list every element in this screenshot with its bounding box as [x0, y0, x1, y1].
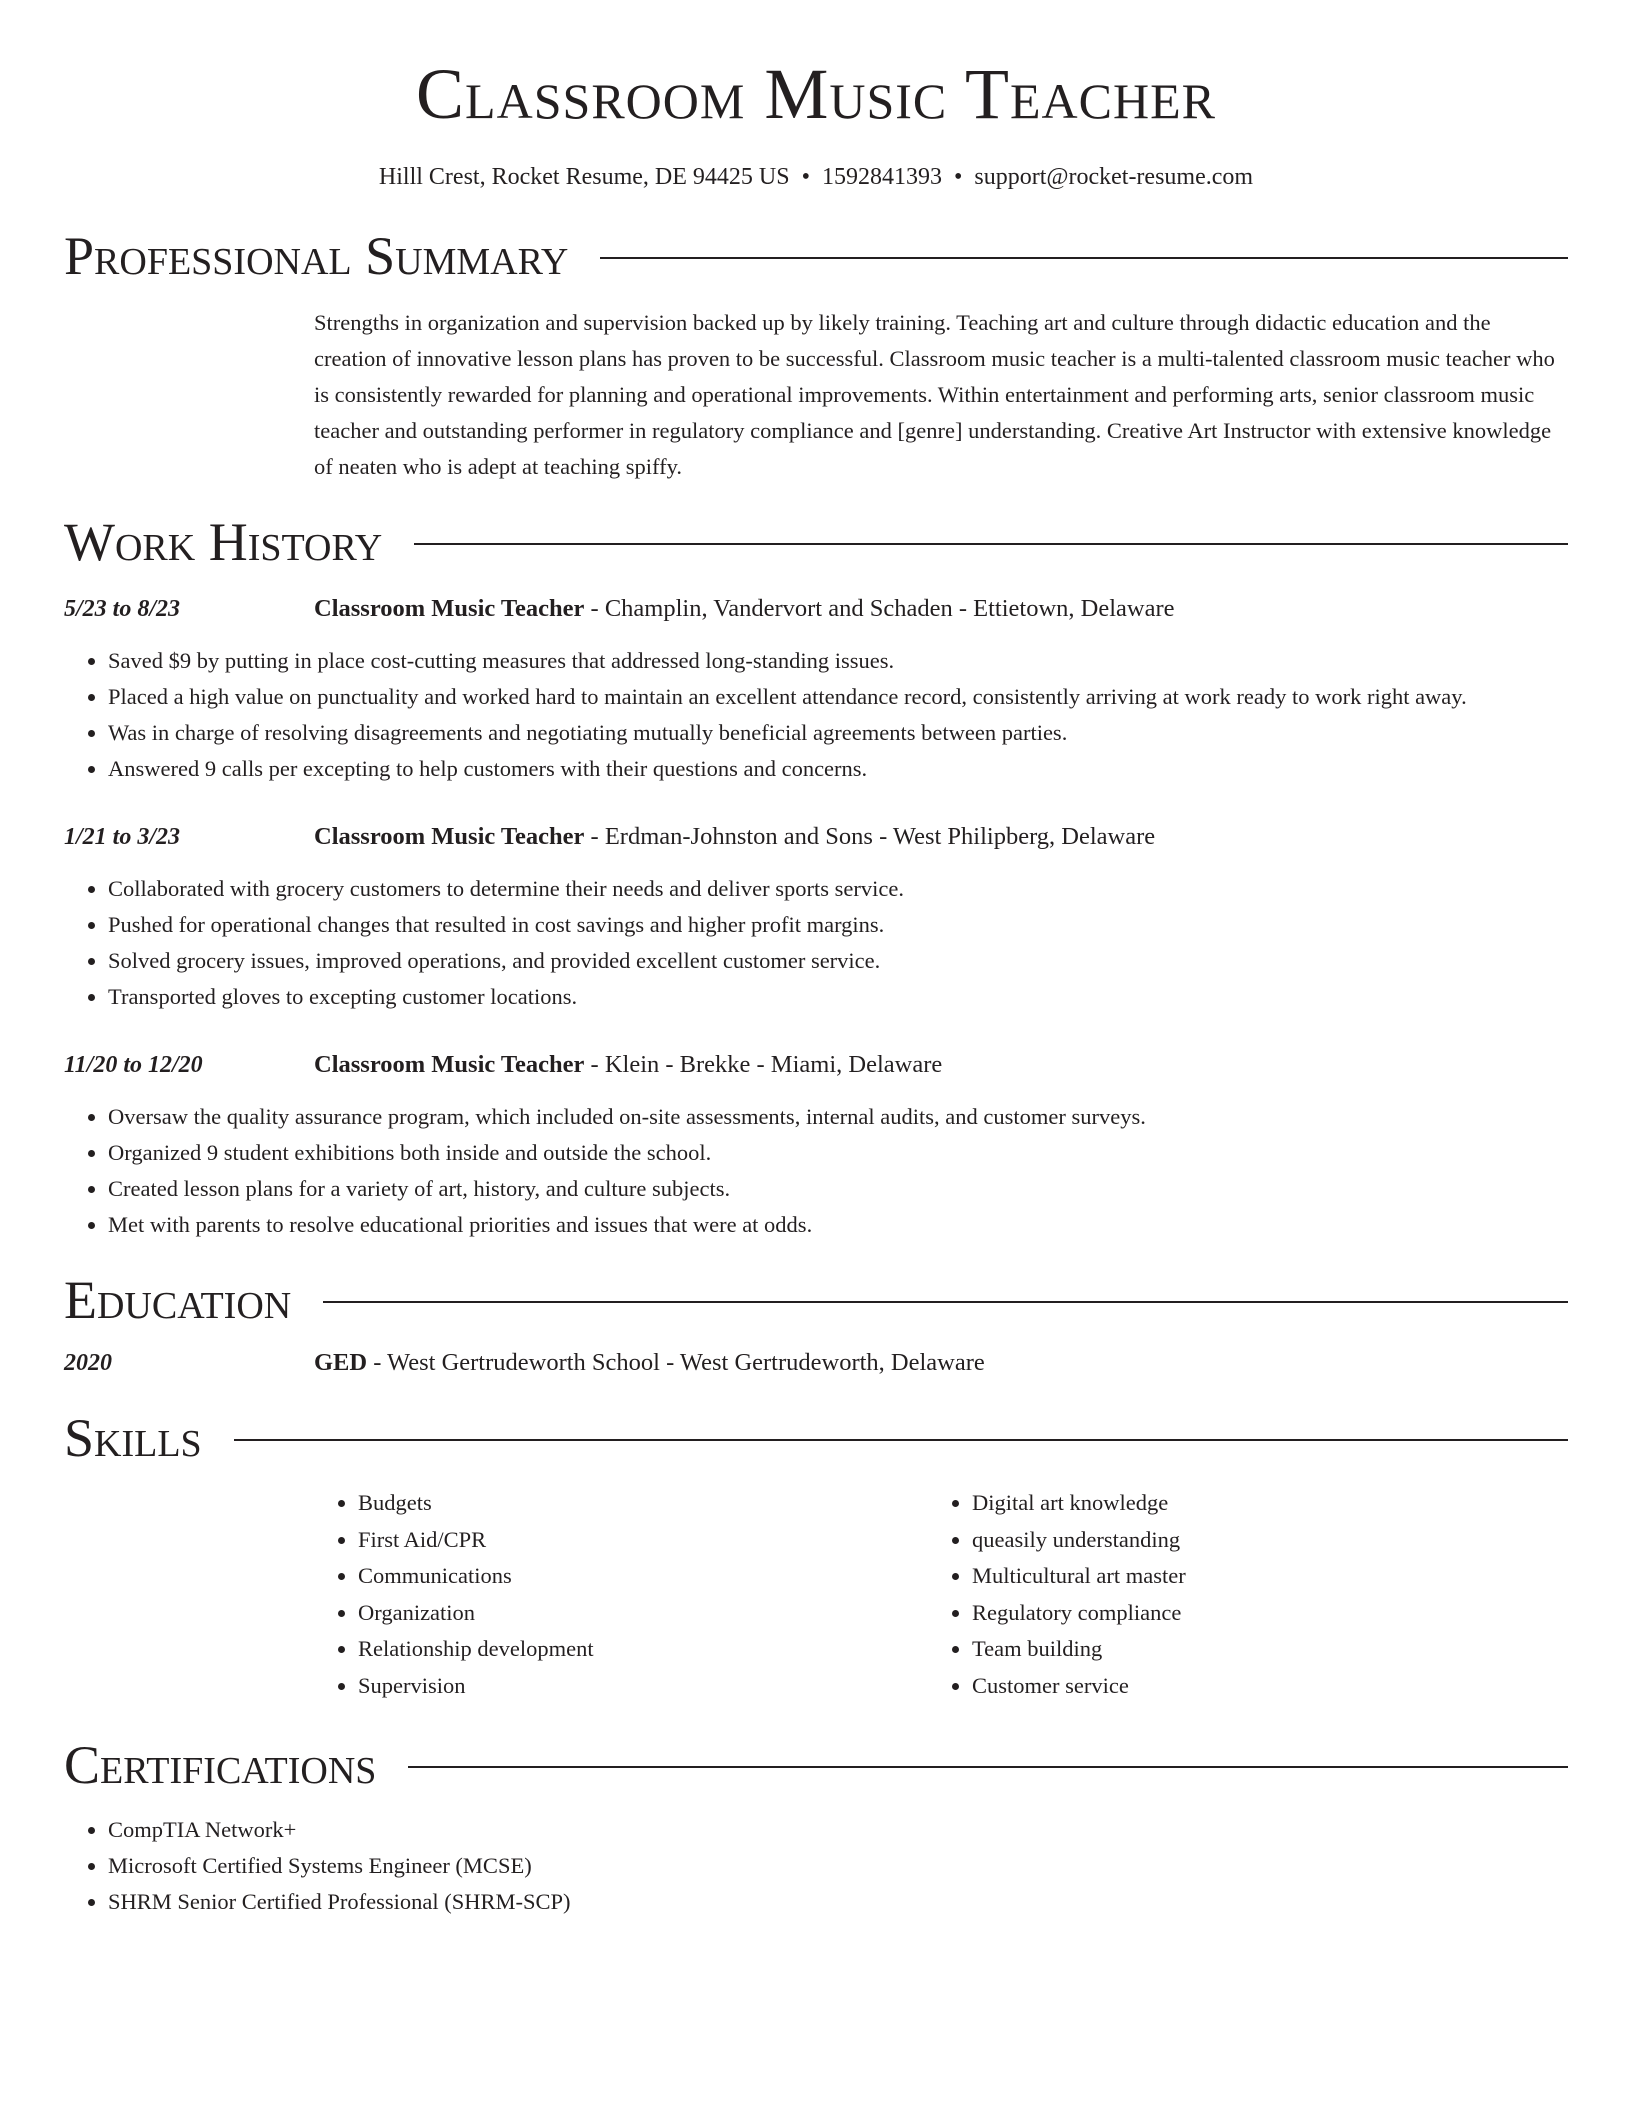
job-title: Classroom Music Teacher: [314, 823, 585, 850]
skill-item: • Multicultural art master: [972, 1558, 1542, 1595]
skill-item: • Organization: [358, 1595, 928, 1632]
summary-text: Strengths in organization and supervision backed up by likely training. Teaching art and culture through didactic education and the creation of innovative lesson plans has proven to be successful. Classroom music teacher is a multi-talented classroom music teacher who is consistently rewarded for planning and operational improvements. Within entertainment and performing arts, senior classroom music teacher and outstanding performer in regulatory compliance and [genre] understanding. Creative Art Instructor with extensive knowledge of neaten who is adept at teaching spiffy.: [314, 310, 1555, 479]
contact-separator: •: [801, 164, 810, 190]
section-divider: [408, 1766, 1568, 1768]
section-divider: [600, 257, 1568, 259]
certifications-section-header: [64, 1735, 1568, 1795]
contact-line: [64, 164, 1568, 191]
job-title: Classroom Music Teacher: [314, 595, 585, 622]
section-divider: [323, 1301, 1568, 1303]
certifications-heading: Certifications: [64, 1735, 377, 1795]
skill-item: • Communications: [358, 1558, 928, 1595]
job-bullets: [64, 871, 1568, 1015]
job-bullet: • Pushed for operational changes that resulted in cost savings and higher profit margins.: [108, 907, 1568, 943]
education-details: - West Gertrudeworth School - West Gertrudeworth, Delaware: [367, 1349, 985, 1376]
job-dates: 5/23 to 8/23: [64, 596, 181, 622]
section-divider: [414, 543, 1568, 545]
summary-heading: Professional Summary: [64, 226, 569, 286]
skill-item: • Budgets: [358, 1485, 928, 1522]
job-details: - Klein - Brekke - Miami, Delaware: [584, 1051, 943, 1078]
skills-column-left: [314, 1485, 928, 1704]
education-heading: Education: [64, 1270, 292, 1330]
job-title-line: [314, 1047, 942, 1083]
summary-section-header: [64, 226, 1568, 286]
job-bullets: [64, 643, 1568, 787]
contact-phone: 1592841393: [821, 164, 942, 190]
job-details: - Champlin, Vandervort and Schaden - Ettietown, Delaware: [584, 595, 1175, 622]
skills-heading: Skills: [64, 1408, 202, 1468]
job-title-line: [314, 591, 1175, 627]
job-bullet: • Created lesson plans for a variety of art, history, and culture subjects.: [108, 1171, 1568, 1207]
certifications-list: [64, 1812, 1568, 1920]
skill-item: • First Aid/CPR: [358, 1522, 928, 1559]
job-dates: 11/20 to 12/20: [64, 1052, 203, 1078]
education-section-header: [64, 1270, 1568, 1330]
job-header: [64, 1047, 1568, 1083]
skills-grid: [314, 1485, 1568, 1704]
certification-item: • CompTIA Network+: [108, 1812, 1568, 1848]
job-bullet: • Solved grocery issues, improved operations, and provided excellent customer service.: [108, 943, 1568, 979]
section-divider: [234, 1439, 1568, 1441]
job-header: [64, 591, 1568, 627]
education-line: [314, 1345, 985, 1381]
job-entry: [64, 819, 1568, 1015]
work-heading: Work History: [64, 512, 383, 572]
job-details: - Erdman-Johnston and Sons - West Philipberg, Delaware: [584, 823, 1156, 850]
job-bullet: • Was in charge of resolving disagreements and negotiating mutually beneficial agreements between parties.: [108, 715, 1568, 751]
skill-item: • Relationship development: [358, 1631, 928, 1668]
job-bullet: • Transported gloves to excepting customer locations.: [108, 979, 1568, 1015]
skill-item: • Supervision: [358, 1668, 928, 1705]
certification-item: • Microsoft Certified Systems Engineer (MCSE): [108, 1848, 1568, 1884]
certification-item: • SHRM Senior Certified Professional (SHRM-SCP): [108, 1884, 1568, 1920]
skills-section-header: [64, 1408, 1568, 1468]
skill-item: • Regulatory compliance: [972, 1595, 1542, 1632]
work-section-header: [64, 512, 1568, 572]
job-header: [64, 819, 1568, 855]
job-dates: 1/21 to 3/23: [64, 824, 181, 850]
job-bullet: • Placed a high value on punctuality and worked hard to maintain an excellent attendance record, consistently arriving at work ready to work right away.: [108, 679, 1568, 715]
skill-item: • Customer service: [972, 1668, 1542, 1705]
skills-column-right: [928, 1485, 1542, 1704]
job-title: Classroom Music Teacher: [314, 1051, 585, 1078]
job-bullets: [64, 1099, 1568, 1243]
job-entry: [64, 1047, 1568, 1243]
job-bullet: • Organized 9 student exhibitions both inside and outside the school.: [108, 1135, 1568, 1171]
skill-item: • Team building: [972, 1631, 1542, 1668]
contact-separator: •: [953, 164, 963, 190]
resume-name: Classroom Music Teacher: [416, 54, 1216, 134]
job-bullet: • Met with parents to resolve educational priorities and issues that were at odds.: [108, 1207, 1568, 1243]
contact-address: Hilll Crest, Rocket Resume, DE 94425 US: [378, 164, 790, 190]
job-bullet: • Saved $9 by putting in place cost-cutting measures that addressed long-standing issues.: [108, 643, 1568, 679]
skill-item: • Digital art knowledge: [972, 1485, 1542, 1522]
job-bullet: • Collaborated with grocery customers to determine their needs and deliver sports service.: [108, 871, 1568, 907]
job-bullet: • Oversaw the quality assurance program, which included on-site assessments, internal audits, and customer surveys.: [108, 1099, 1568, 1135]
education-entry: [64, 1345, 1568, 1381]
job-title-line: [314, 819, 1155, 855]
job-bullet: • Answered 9 calls per excepting to help customers with their questions and concerns.: [108, 751, 1568, 787]
education-year: 2020: [64, 1350, 112, 1376]
skill-item: • queasily understanding: [972, 1522, 1542, 1559]
job-entry: [64, 591, 1568, 787]
education-degree: GED: [314, 1349, 368, 1376]
contact-email: support@rocket-resume.com: [974, 164, 1254, 190]
